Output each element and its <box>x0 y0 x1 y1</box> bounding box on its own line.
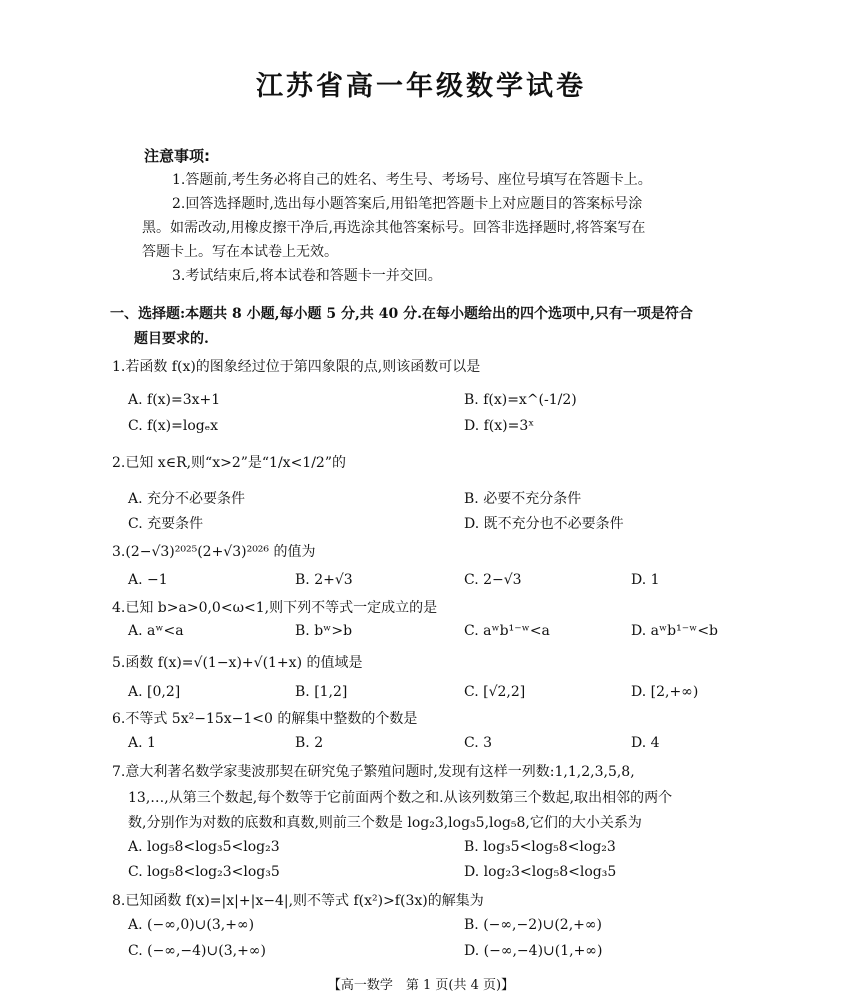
notice-heading: 注意事项: <box>144 147 210 165</box>
question-7-stem-line-2: 13,…,从第三个数起,每个数等于它前面两个数之和.从该列数第三个数起,取出相邻的两个 <box>128 790 673 806</box>
notice-item-2-line-2: 黑。如需改动,用橡皮擦干净后,再选涂其他答案标号。回答非选择题时,将答案写在 <box>142 220 646 236</box>
question-3-option-a: A. −1 <box>128 572 168 588</box>
question-7-options-row-2 <box>128 864 728 884</box>
question-1-option-b: B. f(x)=x^(-1/2) <box>464 392 577 408</box>
question-2-options-row-1 <box>128 488 728 508</box>
question-4-options <box>128 623 728 643</box>
question-2-option-c: C. 充要条件 <box>128 516 204 532</box>
question-1-option-a: A. f(x)=3x+1 <box>128 392 221 408</box>
question-7-options-row-1 <box>128 839 728 859</box>
question-2-options-row-2 <box>128 513 728 533</box>
question-2-option-b: B. 必要不充分条件 <box>464 491 582 507</box>
question-2-option-a: A. 充分不必要条件 <box>128 491 246 507</box>
question-1-option-d: D. f(x)=3ˣ <box>464 418 535 434</box>
question-7-stem-line-3: 数,分别作为对数的底数和真数,则前三个数是 log₂3,log₃5,log₅8,它们的大小关系为 <box>128 815 642 831</box>
question-3-options <box>128 572 728 592</box>
question-8-option-c: C. (−∞,−4)∪(3,+∞) <box>128 943 266 959</box>
question-3-stem: 3.(2−√3)²⁰²⁵(2+√3)²⁰²⁶ 的值为 <box>112 544 316 560</box>
section-header <box>110 302 740 352</box>
question-8-options-row-1 <box>128 917 728 937</box>
question-4-option-d: D. aʷb¹⁻ʷ<b <box>631 623 719 639</box>
question-2-option-d: D. 既不充分也不必要条件 <box>464 516 624 532</box>
question-7-stem-line-1: 7.意大利著名数学家斐波那契在研究兔子繁殖问题时,发现有这样一列数:1,1,2,3,5,8, <box>112 764 635 780</box>
question-1-options-row-2 <box>128 418 728 438</box>
notice-item-2-line-3: 答题卡上。写在本试卷上无效。 <box>142 244 338 260</box>
question-1-option-c: C. f(x)=logₑx <box>128 418 219 434</box>
question-6-option-c: C. 3 <box>464 735 493 751</box>
question-5-options <box>128 684 728 704</box>
question-6-option-b: B. 2 <box>295 735 324 751</box>
question-8-options-row-2 <box>128 943 728 963</box>
notice-item-2-line-1: 2.回答选择题时,选出每小题答案后,用铅笔把答题卡上对应题目的答案标号涂 <box>172 196 643 212</box>
question-4-option-a: A. aʷ<a <box>128 623 184 639</box>
question-5-option-b: B. [1,2] <box>295 684 348 700</box>
question-6-option-a: A. 1 <box>128 735 156 751</box>
section-line-2: 题目要求的. <box>134 331 209 347</box>
section-line-1: 一、选择题:本题共 8 小题,每小题 5 分,共 40 分.在每小题给出的四个选项中,只有一项是符合 <box>110 306 693 322</box>
notice-item-1: 1.答题前,考生务必将自己的姓名、考生号、考场号、座位号填写在答题卡上。 <box>172 172 652 188</box>
question-3-option-b: B. 2+√3 <box>295 572 353 588</box>
question-7-option-d: D. log₂3<log₅8<log₃5 <box>464 864 617 880</box>
question-5-option-a: A. [0,2] <box>128 684 181 700</box>
question-8-option-d: D. (−∞,−4)∪(1,+∞) <box>464 943 603 959</box>
question-4-option-b: B. bʷ>b <box>295 623 353 639</box>
question-8-option-a: A. (−∞,0)∪(3,+∞) <box>128 917 255 933</box>
question-5-option-c: C. [√2,2] <box>464 684 526 700</box>
question-5-option-d: D. [2,+∞) <box>631 684 699 700</box>
question-1-options-row-1 <box>128 392 728 412</box>
question-8-stem: 8.已知函数 f(x)=|x|+|x−4|,则不等式 f(x²)>f(3x)的解集为 <box>112 893 484 909</box>
question-6-stem: 6.不等式 5x²−15x−1<0 的解集中整数的个数是 <box>112 711 418 727</box>
question-3-option-c: C. 2−√3 <box>464 572 522 588</box>
question-6-option-d: D. 4 <box>631 735 660 751</box>
exam-title: 江苏省高一年级数学试卷 <box>256 71 586 102</box>
question-7-option-c: C. log₅8<log₂3<log₃5 <box>128 864 280 880</box>
question-3-option-d: D. 1 <box>631 572 660 588</box>
question-4-stem: 4.已知 b>a>0,0<ω<1,则下列不等式一定成立的是 <box>112 600 438 616</box>
question-5-stem: 5.函数 f(x)=√(1−x)+√(1+x) 的值域是 <box>112 655 363 671</box>
notice-item-3: 3.考试结束后,将本试卷和答题卡一并交回。 <box>172 268 442 284</box>
notice-block <box>134 144 714 288</box>
question-4-option-c: C. aʷb¹⁻ʷ<a <box>464 623 550 639</box>
page-footer: 【高一数学 第 1 页(共 4 页)】 <box>327 978 515 993</box>
question-7-option-b: B. log₃5<log₅8<log₂3 <box>464 839 616 855</box>
question-7-option-a: A. log₅8<log₃5<log₂3 <box>128 839 280 855</box>
question-2-stem: 2.已知 x∈R,则“x>2”是“1/x<1/2”的 <box>112 455 347 471</box>
question-6-options <box>128 735 728 755</box>
question-1-stem: 1.若函数 f(x)的图象经过位于第四象限的点,则该函数可以是 <box>112 359 481 375</box>
question-8-option-b: B. (−∞,−2)∪(2,+∞) <box>464 917 602 933</box>
